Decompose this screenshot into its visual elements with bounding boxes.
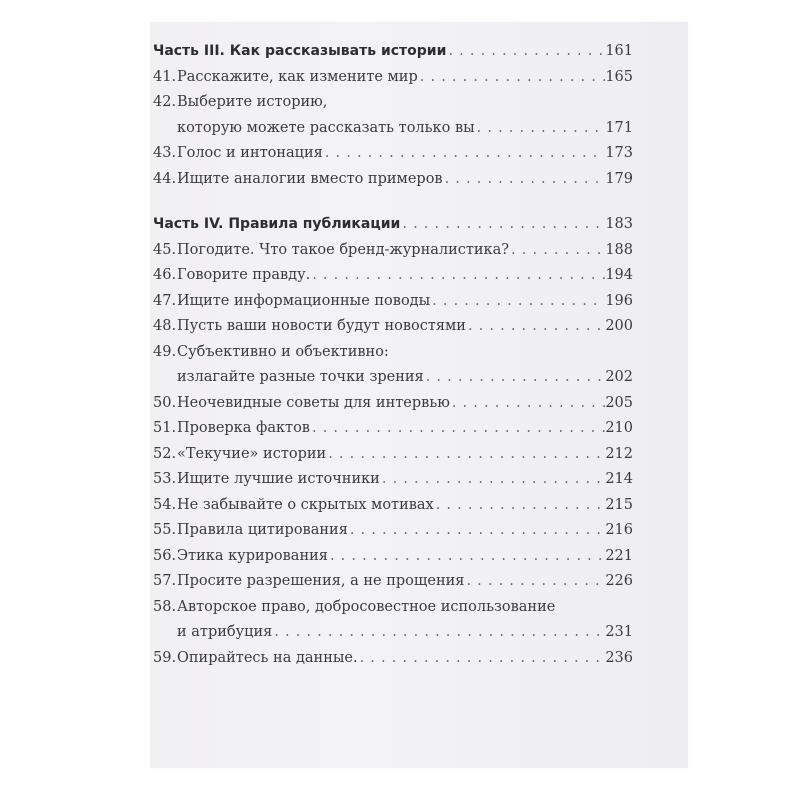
toc-entry: [153, 416, 633, 442]
toc-entry: [153, 569, 633, 595]
chapter-number: 44.: [153, 170, 177, 187]
dot-leader: [328, 544, 605, 570]
chapter-title: «Текучие» истории: [177, 445, 327, 462]
dot-leader: [466, 314, 605, 340]
chapter-number: 47.: [153, 292, 177, 309]
chapter-title: Ищите информационные поводы: [177, 292, 431, 309]
chapter-title: Голос и интонация: [177, 145, 323, 161]
toc-entry: [153, 544, 633, 570]
page-number: 214: [605, 471, 633, 487]
part-title: Часть III. Как рассказывать истории: [153, 43, 447, 59]
chapter-title: Ищите лучшие источники: [177, 471, 380, 487]
toc-entry: [153, 238, 633, 264]
page-number: 221: [605, 547, 633, 564]
chapter-title: Правила цитирования: [177, 522, 348, 538]
dot-leader: [380, 467, 605, 493]
chapter-number: 59.: [153, 649, 177, 666]
dot-leader: [430, 289, 605, 315]
page-number: 205: [605, 394, 633, 411]
page-number: 200: [605, 318, 633, 334]
chapter-number: 43.: [153, 145, 177, 161]
chapter-title: Неочевидные советы для интервью: [177, 394, 450, 411]
toc-entry-continuation: [153, 620, 633, 646]
toc-entry: [153, 391, 633, 417]
dot-leader: [450, 391, 605, 417]
chapter-number: 56.: [153, 547, 177, 564]
page-number: 188: [605, 241, 633, 258]
toc-entry: [153, 167, 633, 193]
chapter-number: 55.: [153, 522, 177, 538]
chapter-number: 46.: [153, 267, 177, 283]
dot-leader: [443, 167, 606, 193]
page-number: 171: [605, 119, 633, 136]
chapter-number: 48.: [153, 318, 177, 334]
chapter-title: Авторское право, добросовестное использование: [177, 598, 556, 615]
toc-entry: [153, 646, 633, 672]
page-number: 183: [605, 216, 633, 232]
dot-leader: [418, 65, 606, 91]
page-number: 216: [605, 522, 633, 538]
dot-leader: [424, 365, 606, 391]
chapter-number: 50.: [153, 394, 177, 411]
chapter-title: Говорите правду.: [177, 267, 311, 283]
toc-entry: [153, 65, 633, 91]
toc-entry: [153, 518, 633, 544]
book-page: [150, 22, 688, 768]
toc-part-heading: [153, 212, 633, 238]
chapter-title: Просите разрешения, а не прощения: [177, 573, 465, 589]
dot-leader: [400, 212, 605, 238]
dot-leader: [446, 39, 605, 65]
page-number: 226: [605, 573, 633, 589]
chapter-title-continued: которую можете рассказать только вы: [177, 119, 475, 136]
toc-entry: [153, 340, 633, 366]
page-number: 202: [605, 369, 633, 385]
dot-leader: [509, 238, 605, 264]
chapter-number: 51.: [153, 420, 177, 436]
page-number: 194: [605, 267, 633, 283]
chapter-title: Проверка фактов: [177, 420, 310, 436]
dot-leader: [348, 518, 605, 544]
toc-entry: [153, 467, 633, 493]
toc-entry: [153, 90, 633, 116]
chapter-title-continued: излагайте разные точки зрения: [177, 369, 424, 385]
toc-entry: [153, 289, 633, 315]
dot-leader: [323, 141, 606, 167]
toc-entry: [153, 314, 633, 340]
page-number: 215: [605, 496, 633, 513]
dot-leader: [310, 263, 605, 289]
chapter-title: Этика курирования: [177, 547, 328, 564]
chapter-number: 41.: [153, 68, 177, 85]
toc-entry: [153, 493, 633, 519]
chapter-number: 58.: [153, 598, 177, 615]
toc-entry-continuation: [153, 116, 633, 142]
toc-entry: [153, 141, 633, 167]
table-of-contents: [153, 39, 633, 671]
dot-leader: [326, 442, 605, 468]
dot-leader: [434, 493, 606, 519]
page-number: 179: [605, 170, 633, 187]
page-number: 210: [605, 420, 633, 436]
page-number: 236: [605, 649, 633, 666]
toc-entry-continuation: [153, 365, 633, 391]
toc-part-heading: [153, 39, 633, 65]
chapter-title: Пусть ваши новости будут новостями: [177, 318, 466, 334]
page-number: 231: [605, 624, 633, 640]
page-number: 196: [605, 292, 633, 309]
chapter-title: Не забывайте о скрытых мотивах: [177, 496, 434, 513]
part-title: Часть IV. Правила публикации: [153, 216, 401, 232]
chapter-number: 45.: [153, 241, 177, 258]
page-number: 173: [605, 145, 633, 161]
chapter-title: Субъективно и объективно:: [177, 343, 389, 360]
chapter-title: Опирайтесь на данные.: [177, 649, 358, 666]
chapter-title-continued: и атрибуция: [177, 624, 273, 640]
chapter-number: 54.: [153, 496, 177, 513]
page-number: 212: [605, 445, 633, 462]
page-number: 165: [605, 68, 633, 85]
chapter-title: Расскажите, как измените мир: [177, 68, 418, 85]
dot-leader: [464, 569, 605, 595]
chapter-title: Ищите аналогии вместо примеров: [177, 170, 443, 187]
chapter-title: Выберите историю,: [177, 94, 328, 110]
chapter-number: 49.: [153, 343, 177, 360]
toc-entry: [153, 442, 633, 468]
chapter-number: 57.: [153, 573, 177, 589]
chapter-number: 53.: [153, 471, 177, 487]
page-number: 161: [605, 43, 633, 59]
chapter-number: 42.: [153, 94, 177, 110]
chapter-number: 52.: [153, 445, 177, 462]
dot-leader: [475, 116, 606, 142]
dot-leader: [358, 646, 606, 672]
dot-leader: [272, 620, 605, 646]
toc-entry: [153, 595, 633, 621]
dot-leader: [310, 416, 605, 442]
toc-entry: [153, 263, 633, 289]
chapter-title: Погодите. Что такое бренд-журналистика?: [177, 241, 510, 258]
